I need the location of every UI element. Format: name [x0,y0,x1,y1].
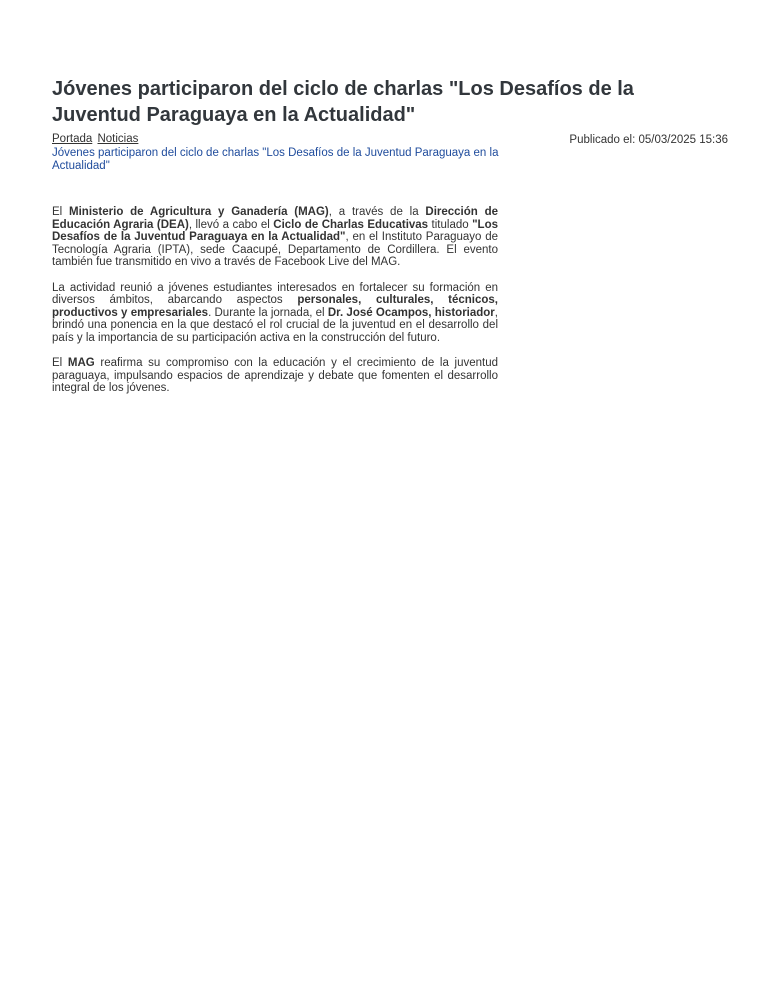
page-title: Jóvenes participaron del ciclo de charlas "Los Desafíos de la Juventud Paraguaya en la Actualidad" [52,78,634,126]
breadcrumb [52,133,504,173]
article-meta-row [52,133,728,173]
breadcrumb-link-portada[interactable]: Portada [52,133,93,145]
breadcrumb-links [52,133,504,146]
article-body [52,206,498,395]
breadcrumb-link-noticias[interactable]: Noticias [97,133,139,145]
breadcrumb-current-page: Jóvenes participaron del ciclo de charlas "Los Desafíos de la Juventud Paraguaya en la Actualidad" [52,147,499,172]
article-paragraph-2: La actividad reunió a jóvenes estudiantes interesados en fortalecer su formación en diversos ámbitos, abarcando aspectos personales, culturales, técnicos, productivos y empresariales. Durante la jornada, el Dr. José Ocampos, historiador, brindó una ponencia en la que destacó el rol crucial de la juventud en el desarrollo del país y la importancia de su participación activa en la construcción del futuro. [52,281,498,344]
article-paragraph-1: El Ministerio de Agricultura y Ganadería (MAG), a través de la Dirección de Educación Agraria (DEA), llevó a cabo el Ciclo de Charlas Educativas titulado "Los Desafíos de la Juventud Paraguaya en la Actualidad", en el Instituto Paraguayo de Tecnología Agraria (IPTA), sede Caacupé, Departamento de Cordillera. El evento también fue transmitido en vivo a través de Facebook Live del MAG. [52,206,499,268]
published-date: Publicado el: 05/03/2025 15:36 [569,134,728,146]
article-paragraph-3: El MAG reafirma su compromiso con la educación y el crecimiento de la juventud paraguaya, impulsando espacios de aprendizaje y debate que fomenten el desarrollo integral de los jóvenes. [52,357,498,394]
